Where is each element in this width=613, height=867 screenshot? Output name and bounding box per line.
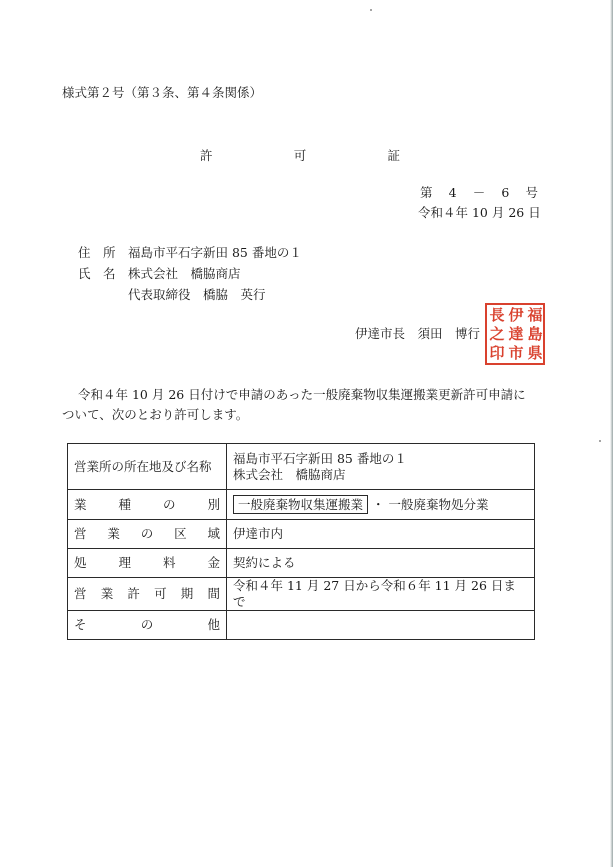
seal-char: 市	[508, 344, 524, 362]
label-text	[74, 586, 220, 602]
permit-number-part: 4	[448, 185, 457, 200]
form-number: 様式第２号（第３条、第４条関係）	[62, 85, 263, 100]
table-row	[68, 520, 535, 549]
label-char: の	[140, 526, 154, 541]
row-label	[68, 490, 227, 520]
seal-char: 之	[489, 325, 505, 343]
table-row	[68, 611, 535, 640]
row-label	[68, 611, 227, 640]
label-char: 理	[118, 555, 131, 570]
name-label: 氏 名	[78, 266, 116, 281]
permit-number-part: 6	[501, 185, 510, 200]
label-char: 許	[127, 586, 140, 601]
label-text	[74, 555, 220, 571]
table-row	[68, 490, 535, 520]
label-char: 業	[107, 526, 120, 541]
seal-char: 伊	[508, 306, 524, 324]
label-char: 可	[154, 586, 167, 601]
label-char: 区	[174, 526, 187, 541]
table-row	[68, 444, 535, 490]
seal-char: 印	[489, 344, 505, 362]
permit-details-table	[67, 443, 535, 640]
label-char: 他	[207, 617, 220, 632]
label-char: そ	[74, 617, 87, 632]
body-text-line: ついて、次のとおり許可します。	[62, 407, 249, 422]
seal-char: 達	[508, 325, 524, 343]
row-value: 令和４年 11 月 27 日から令和６年 11 月 26 日まで	[227, 578, 535, 611]
permit-number-dash: －	[472, 185, 486, 200]
label-char: 域	[207, 526, 220, 541]
table-row	[68, 578, 535, 611]
other-business-type: 一般廃棄物処分業	[388, 496, 489, 512]
official-seal	[485, 303, 545, 365]
label-char: の	[162, 496, 176, 512]
row-value	[227, 490, 535, 520]
label-char: 営	[74, 526, 87, 541]
title-char: 可	[293, 148, 307, 163]
label-char: 業	[100, 586, 114, 601]
scan-speck	[370, 9, 372, 11]
recipient-representative: 代表取締役 橋脇 英行	[128, 287, 266, 302]
row-value	[227, 444, 535, 490]
permit-number-prefix: 第	[420, 185, 433, 200]
row-value: 伊達市内	[227, 520, 535, 549]
label-text	[74, 617, 220, 633]
permit-number-suffix: 号	[525, 185, 538, 200]
row-label	[68, 520, 227, 549]
row-value	[227, 611, 535, 640]
label-char: の	[140, 617, 154, 632]
permit-number	[420, 185, 538, 201]
recipient-address: 福島市平石字新田 85 番地の１	[128, 245, 302, 260]
recipient-company: 株式会社 橋脇商店	[128, 266, 241, 281]
title-char: 証	[387, 148, 400, 163]
label-char: 金	[207, 555, 220, 570]
label-text: 営業所の所在地及び名称	[74, 458, 212, 474]
address-label: 住 所	[78, 245, 116, 260]
label-char: 間	[207, 586, 220, 601]
label-text	[74, 497, 220, 513]
seal-char: 県	[527, 344, 543, 362]
label-char: 種	[118, 496, 131, 512]
label-char: 別	[207, 496, 220, 512]
label-char: 料	[162, 555, 176, 570]
business-type-separator: ・	[372, 496, 385, 512]
label-char: 業	[74, 496, 87, 512]
selected-business-type: 一般廃棄物収集運搬業	[233, 495, 368, 514]
table-row	[68, 549, 535, 578]
scan-speck	[599, 440, 601, 442]
label-text	[74, 526, 220, 542]
body-text-line: 令和４年 10 月 26 日付けで申請のあった一般廃棄物収集運搬業更新許可申請に	[78, 387, 526, 402]
office-address: 福島市平石字新田 85 番地の１	[233, 450, 407, 466]
issuer-name: 伊達市長 須田 博行	[355, 326, 481, 341]
row-label	[68, 549, 227, 578]
label-char: 処	[74, 555, 87, 570]
seal-char: 長	[489, 306, 505, 324]
title-char: 許	[200, 148, 213, 163]
label-char: 営	[74, 586, 87, 601]
row-value: 契約による	[227, 549, 535, 578]
office-name: 株式会社 橋脇商店	[233, 466, 346, 482]
issue-date: 令和４年 10 月 26 日	[418, 205, 541, 220]
seal-char: 島	[527, 325, 543, 343]
label-char: 期	[180, 586, 194, 601]
row-label	[68, 444, 227, 490]
seal-char: 福	[527, 306, 543, 324]
row-label	[68, 578, 227, 611]
document-title	[200, 148, 400, 164]
